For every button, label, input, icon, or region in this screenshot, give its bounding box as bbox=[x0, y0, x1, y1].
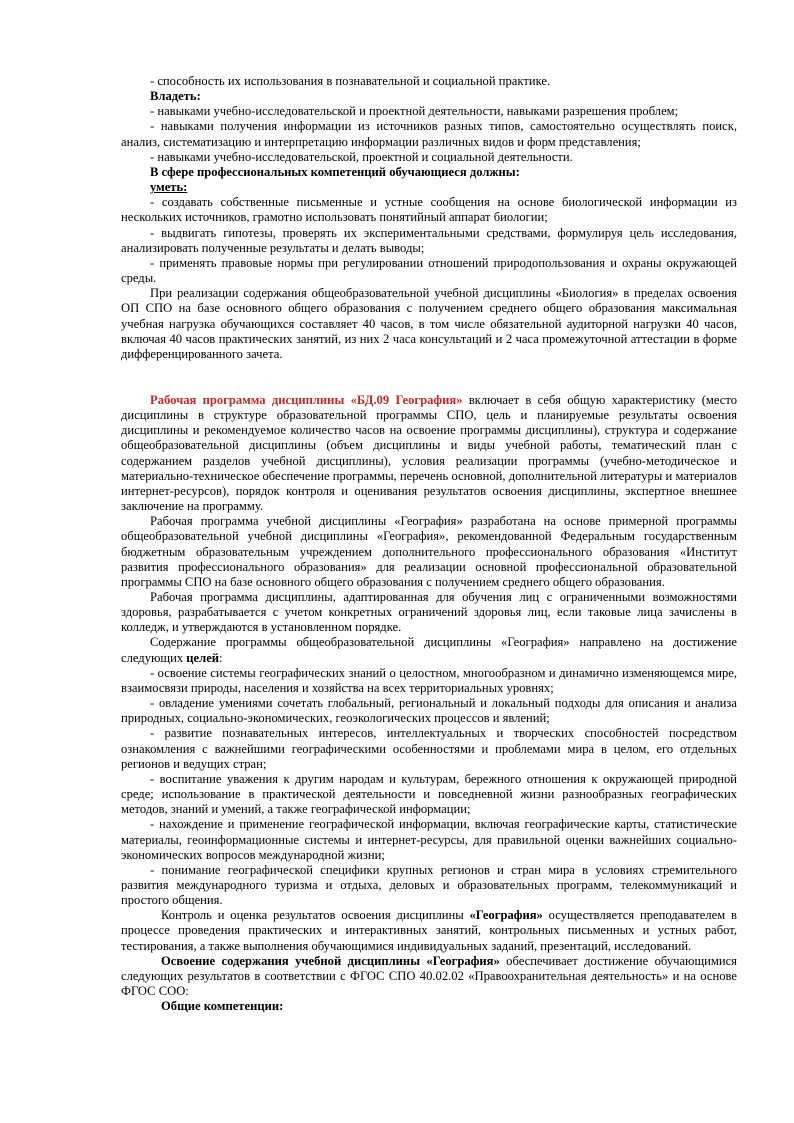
control-paragraph bbox=[121, 908, 737, 953]
goal-item-6: - понимание географической специфики крупных регионов и стран мира в условиях стремительного развития международного туризма и отдыха, деловых и образовательных программ, телекоммуникаций и простого общения. bbox=[121, 862, 737, 908]
prof-competence-heading: В сфере профессиональных компетенций обучающиеся должны: bbox=[150, 164, 520, 179]
geo-program-title: Рабочая программа дисциплины «БД.09 География» bbox=[150, 392, 463, 407]
mastery-post: обеспечивает достижение обучающимися следующих результатов в соответствии с ФГОС СПО 40.02.02 «Правоохранительная деятельность» и на основе ФГОС СОО: bbox=[121, 953, 737, 999]
geo-goals-paragraph bbox=[121, 635, 737, 665]
can-item-3: - применять правовые нормы при регулировании отношений природопользования и охраны окружающей среды. bbox=[121, 255, 737, 286]
goal-item-5: - нахождение и применение географической информации, включая географические карты, статистические материалы, геоинформационные системы и интернет-ресурсы, для правильной оценки важнейших социально-экономических вопросов международной жизни; bbox=[121, 817, 737, 862]
own-item-2: - навыками получения информации из источников разных типов, самостоятельно осуществлять поиск, анализ, систематизацию и интерпретацию информации различных видов и форм представления; bbox=[121, 119, 737, 149]
goal-item-1: - освоение системы географических знаний о целостном, многообразном и динамично изменяющемся мире, взаимосвязи природы, населения и хозяйства на всех территориальных уровнях; bbox=[121, 665, 737, 695]
geo-intro-text: включает в себя общую характеристику (место дисциплины в структуре образовательной программы СПО, цель и планируемые результаты освоения дисциплины и рекомендуемое количество часов на освоение программы дисциплины), структура и содержание общеобразовательной дисциплины (объем дисциплины и виды учебной работы, тематический план с содержанием разделов учебной дисциплины), условия реализации программы (учебно-методическое и материально-техническое обеспечение программы, перечень основной, дополнительной литературы и материалов интернет-ресурсов), порядок контроля и оценивания результатов освоения дисциплины, экспертное внешнее заключение на программу. bbox=[121, 392, 738, 514]
goals-post: : bbox=[219, 650, 223, 665]
goal-item-4: - воспитание уважения к другим народам и культурам, бережного отношения к окружающей природной среде; использование в практической деятельности и повседневной жизни разнообразных географических методов, знаний и умений, а также географической информации; bbox=[121, 771, 737, 817]
mastery-paragraph bbox=[121, 954, 737, 999]
can-heading: уметь: bbox=[150, 180, 188, 195]
geo-basis-paragraph: Рабочая программа учебной дисциплины «География» разработана на основе примерной программы общеобразовательной учебной дисциплины «География», рекомендованной Федеральным государственным бюджетным образовательным учреждением дополнительного профессионального образования «Институт развития профессионального образования» для реализации основной профессиональной образовательной программы СПО на базе основного общего образования с получением среднего общего образования. bbox=[121, 514, 737, 589]
document-page bbox=[121, 74, 737, 1014]
goal-item-2: - овладение умениями сочетать глобальный, региональный и локальный подходы для описания и анализа природных, социально-экономических, геоэкологических процессов и явлений; bbox=[121, 696, 737, 726]
geo-intro-paragraph bbox=[121, 393, 737, 514]
goal-item-3: - развитие познавательных интересов, интеллектуальных и творческих способностей посредством ознакомления с важнейшими географическими особенностями и проблемами мира в целом, его отдельных регионов и ведущих стран; bbox=[121, 726, 737, 771]
general-competence-heading: Общие компетенции: bbox=[161, 999, 284, 1014]
can-item-2: - выдвигать гипотезы, проверять их экспериментальными средствами, формулируя цель исследования, анализировать полученные результаты и делать выводы; bbox=[121, 225, 737, 255]
practice-item: - способность их использования в познавательной и социальной практике. bbox=[150, 74, 551, 88]
section-gap bbox=[121, 362, 737, 393]
geo-adapted-paragraph: Рабочая программа дисциплины, адаптированная для обучения лиц с ограниченными возможностями здоровья, разрабатывается с учетом конкретных ограничений здоровья лиц, если таковые лица зачислены в колледж, и утверждаются в установленном порядке. bbox=[121, 590, 737, 635]
goals-bold: целей bbox=[186, 650, 220, 665]
own-item-1: - навыками учебно-исследовательской и проектной деятельности, навыками разрешения проблем; bbox=[150, 104, 679, 119]
can-item-1: - создавать собственные письменные и устные сообщения на основе биологической информации из нескольких источников, грамотно использовать понятийный аппарат биологии; bbox=[121, 195, 737, 225]
control-post: осуществляется преподавателем в процессе проведения практических и интерактивных занятий, контрольных письменных и устных работ, тестирования, а также выполнения обучающимися индивидуальных заданий, презентаций, исследований. bbox=[121, 908, 737, 953]
control-pre: Контроль и оценка результатов освоения дисциплины bbox=[161, 908, 470, 923]
mastery-bold: Освоение содержания учебной дисциплины «География» bbox=[161, 953, 500, 968]
hours-paragraph: При реализации содержания общеобразовательной учебной дисциплины «Биология» в пределах освоения ОП СПО на базе основного общего образования с получением среднего общего образования максимальная учебная нагрузка обучающихся составляет 40 часов, в том числе обязательной аудиторной нагрузки 40 часов, включая 40 часов практических занятий, из них 2 часа консультаций и 2 часа промежуточной аттестации в форме дифференцированного зачета. bbox=[121, 286, 737, 361]
own-heading: Владеть: bbox=[150, 89, 201, 104]
own-item-3: - навыками учебно-исследовательской, проектной и социальной деятельности. bbox=[150, 149, 573, 164]
goals-pre: Содержание программы общеобразовательной дисциплины «География» направлено на достижение следующих bbox=[121, 635, 737, 665]
control-bold: «География» bbox=[469, 908, 543, 923]
